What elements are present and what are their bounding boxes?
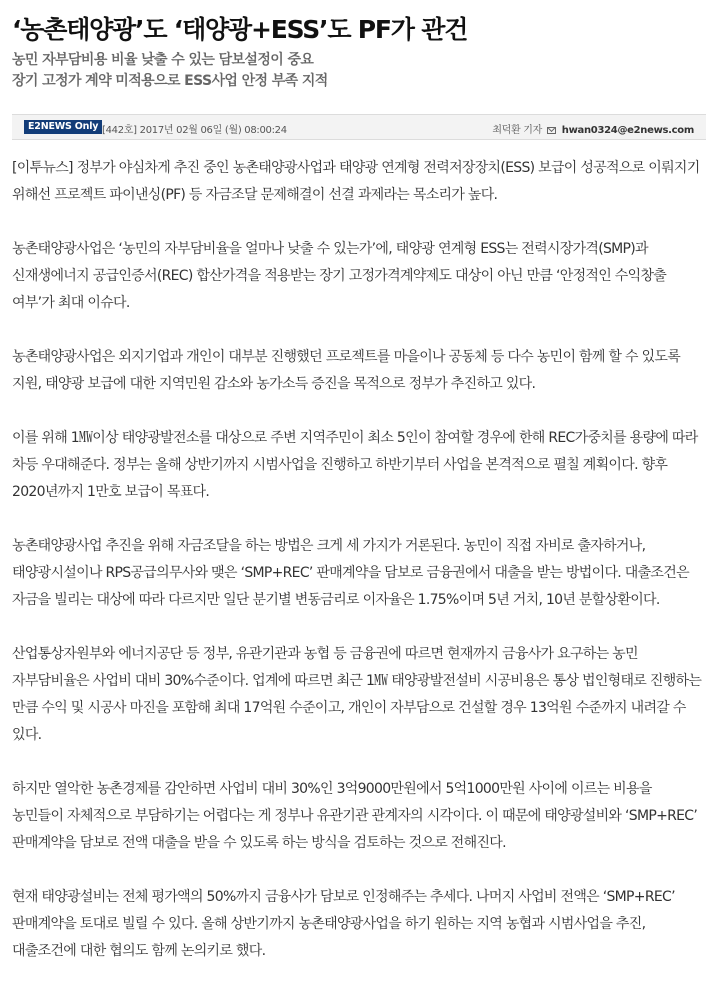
article-subtitle-1: 농민 자부담비용 비율 낮출 수 있는 담보설정이 중요 <box>12 52 314 68</box>
article-paragraph: 산업통상자원부와 에너지공단 등 정부, 유관기관과 농협 등 금융권에 따르면 현재까지 금융사가 요구하는 농민 자부담비율은 사업비 대비 30%수준이다. 업계에 따르면 최근 1㎿ 태양광발전설비 시공비용은 통상 법인형태로 진행하는 만큼 수익 및 시공사 마진을 포함해 최대 17억원 수준이고, 개인이 자부담으로 건설할 경우 13억원 수준까지 내려갈 수 있다. <box>12 646 702 743</box>
article-info-bar <box>12 114 706 140</box>
article-headline: ‘농촌태양광’도 ‘태양광+ESS’도 PF가 관건 <box>12 15 468 44</box>
author-email-link[interactable]: hwan0324@e2news.com <box>561 125 694 136</box>
article-body <box>12 155 706 992</box>
issue-number: [442호] <box>102 125 137 136</box>
article-subtitle-2: 장기 고정가 계약 미적용으로 ESS사업 안정 부족 지적 <box>12 73 328 89</box>
article-paragraph: 농촌태양광사업은 외지기업과 개인이 대부분 진행했던 프로젝트를 마을이나 공동체 등 다수 농민이 함께 할 수 있도록 지원, 태양광 보급에 대한 지역민원 감소와 농가소득 증진을 목적으로 정부가 추진하고 있다. <box>12 349 681 392</box>
article-paragraph: 이를 위해 1㎿이상 태양광발전소를 대상으로 주변 지역주민이 최소 5인이 참여할 경우에 한해 REC가중치를 용량에 따라 차등 우대해준다. 정부는 올해 상반기까지 시범사업을 진행하고 하반기부터 사업을 본격적으로 펼칠 계획이다. 향후 2020년까지 1만호 보급이 목표다. <box>12 430 698 500</box>
author-name: 최덕환 기자 <box>492 125 542 136</box>
article-meta <box>102 121 287 136</box>
article-paragraph: [이투뉴스] 정부가 야심차게 추진 중인 농촌태양광사업과 태양광 연계형 전력저장장치(ESS) 보급이 성공적으로 이뤄지기 위해선 프로젝트 파이낸싱(PF) 등 자금조달 문제해결이 선결 과제라는 목소리가 높다. <box>12 160 700 203</box>
article-paragraph: 하지만 열악한 농촌경제를 감안하면 사업비 대비 30%인 3억9000만원에서 5억1000만원 사이에 이르는 비용을 농민들이 자체적으로 부담하기는 어렵다는 게 정부나 유관기관 관계자의 시각이다. 이 때문에 태양광설비와 ‘SMP+REC’ 판매계약을 담보로 전액 대출을 받을 수 있도록 하는 방식을 검토하는 것으로 전해진다. <box>12 781 698 851</box>
publish-datetime: 2017년 02월 06일 (월) 08:00:24 <box>139 125 287 136</box>
article-paragraph: 농촌태양광사업 추진을 위해 자금조달을 하는 방법은 크게 세 가지가 거론된다. 농민이 직접 자비로 출자하거나, 태양광시설이나 RPS공급의무사와 맺은 ‘SMP+REC’ 판매계약을 담보로 금융권에서 대출을 받는 방법이다. 대출조건은 자금을 빌리는 대상에 따라 다르지만 일단 분기별 변동금리로 이자율은 1.75%이며 5년 거치, 10년 분할상환이다. <box>12 538 689 608</box>
article-paragraph: 현재 태양광설비는 전체 평가액의 50%까지 금융사가 담보로 인정해주는 추세다. 나머지 사업비 전액은 ‘SMP+REC’ 판매계약을 토대로 빌릴 수 있다. 올해 상반기까지 농촌태양광사업을 하기 원하는 지역 농협과 시범사업을 추진, 대출조건에 대한 협의도 함께 논의키로 했다. <box>12 889 675 959</box>
article-byline <box>492 121 694 136</box>
e2news-only-badge: E2NEWS Only <box>24 120 102 134</box>
article-paragraph: 농촌태양광사업은 ‘농민의 자부담비율을 얼마나 낮출 수 있는가’에, 태양광 연계형 ESS는 전력시장가격(SMP)과 신재생에너지 공급인증서(REC) 합산가격을 적용받는 장기 고정가격계약제도 대상이 아닌 만큼 ‘안정적인 수익창출 여부’가 최대 이슈다. <box>12 241 667 311</box>
article-subtitles <box>12 50 328 92</box>
mail-icon[interactable] <box>547 127 556 134</box>
